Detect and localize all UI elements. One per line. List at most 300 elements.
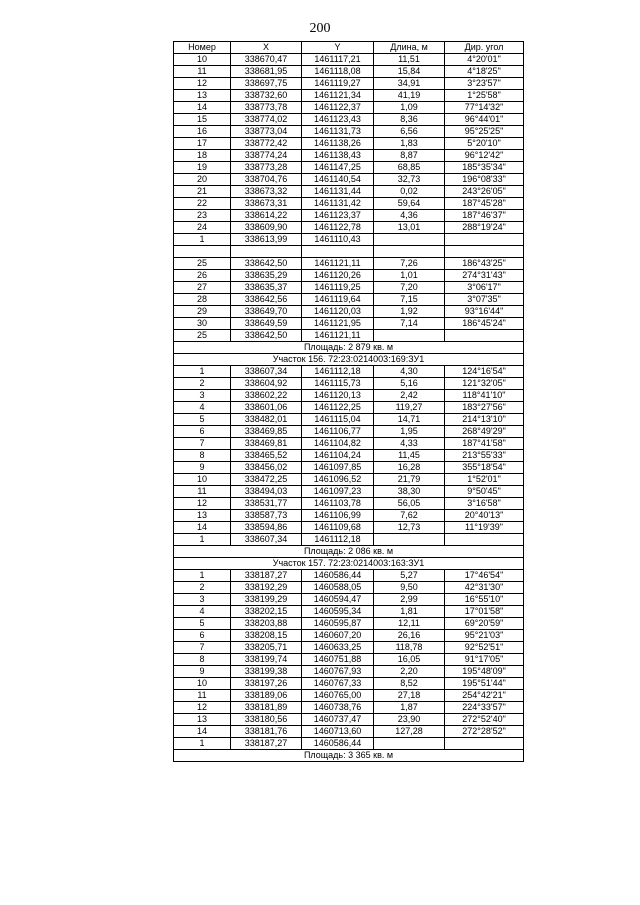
table-row: [174, 486, 524, 498]
cell-number: 12: [174, 78, 231, 90]
cell-number: 3: [174, 594, 231, 606]
cell-y: 1461115,04: [302, 414, 374, 426]
cell-y: 1461123,43: [302, 114, 374, 126]
cell-direction-angle: 17°46'54": [445, 570, 524, 582]
cell-direction-angle: 272°28'52": [445, 726, 524, 738]
table-row: [174, 474, 524, 486]
cell-y: 1461106,99: [302, 510, 374, 522]
cell-x: 338609,90: [231, 222, 302, 234]
cell-length: 14,71: [374, 414, 445, 426]
cell-direction-angle: 196°08'33": [445, 174, 524, 186]
cell-number: 11: [174, 486, 231, 498]
table-row: [174, 594, 524, 606]
header-x: X: [231, 42, 302, 54]
cell-number: 16: [174, 126, 231, 138]
table-row: [174, 282, 524, 294]
cell-x: 338642,56: [231, 294, 302, 306]
cell-number: 4: [174, 402, 231, 414]
table-body: [174, 54, 524, 762]
cell-y: 1461122,78: [302, 222, 374, 234]
cell-direction-angle: 96°12'42": [445, 150, 524, 162]
cell-direction-angle: 9°50'45": [445, 486, 524, 498]
cell-y: 1461147,25: [302, 162, 374, 174]
cell-y: 1461117,21: [302, 54, 374, 66]
cell-x: 338635,37: [231, 282, 302, 294]
cell-y: 1461119,25: [302, 282, 374, 294]
cell-y: 1461110,43: [302, 234, 374, 246]
header-number: Номер: [174, 42, 231, 54]
cell-x: 338208,15: [231, 630, 302, 642]
cell-y: 1461140,54: [302, 174, 374, 186]
cell-x: 338614,22: [231, 210, 302, 222]
header-direction-angle: Дир. угол: [445, 42, 524, 54]
cell-number: 21: [174, 186, 231, 198]
cell-number: 30: [174, 318, 231, 330]
cell-y: 1461096,52: [302, 474, 374, 486]
cell-length: 68,85: [374, 162, 445, 174]
cell-length: 1,92: [374, 306, 445, 318]
cell-direction-angle: 4°18'25": [445, 66, 524, 78]
cell-length: [374, 246, 445, 258]
cell-length: 16,28: [374, 462, 445, 474]
table-row: [174, 330, 524, 342]
cell-direction-angle: 272°52'40": [445, 714, 524, 726]
cell-length: 56,05: [374, 498, 445, 510]
cell-x: 338192,29: [231, 582, 302, 594]
cell-x: 338187,27: [231, 738, 302, 750]
area-text: Площадь: 2 879 кв. м: [174, 342, 524, 354]
cell-length: 8,87: [374, 150, 445, 162]
cell-length: 12,73: [374, 522, 445, 534]
cell-length: 5,16: [374, 378, 445, 390]
table-row: [174, 390, 524, 402]
section-title: Участок 157. 72:23:0214003:163:ЗУ1: [174, 558, 524, 570]
cell-length: 59,64: [374, 198, 445, 210]
cell-x: 338732,60: [231, 90, 302, 102]
cell-y: 1460633,25: [302, 642, 374, 654]
table-row: [174, 702, 524, 714]
cell-length: 2,42: [374, 390, 445, 402]
cell-number: 5: [174, 414, 231, 426]
table-row: [174, 666, 524, 678]
cell-number: 11: [174, 66, 231, 78]
cell-direction-angle: 274°31'43": [445, 270, 524, 282]
cell-direction-angle: 11°19'39": [445, 522, 524, 534]
cell-x: 338607,34: [231, 534, 302, 546]
cell-x: 338465,52: [231, 450, 302, 462]
cell-length: 1,95: [374, 426, 445, 438]
table-row: [174, 222, 524, 234]
cell-direction-angle: [445, 330, 524, 342]
cell-length: 7,20: [374, 282, 445, 294]
cell-x: 338469,85: [231, 426, 302, 438]
table-row: [174, 510, 524, 522]
cell-x: 338189,06: [231, 690, 302, 702]
cell-y: 1461104,82: [302, 438, 374, 450]
table-row: [174, 426, 524, 438]
cell-y: 1461112,18: [302, 366, 374, 378]
cell-x: [231, 246, 302, 258]
cell-number: 9: [174, 462, 231, 474]
table-row: [174, 402, 524, 414]
cell-length: 11,45: [374, 450, 445, 462]
cell-y: 1461118,08: [302, 66, 374, 78]
cell-y: 1461109,68: [302, 522, 374, 534]
table-row: [174, 294, 524, 306]
cell-x: 338642,50: [231, 330, 302, 342]
area-row: [174, 342, 524, 354]
table-row: [174, 570, 524, 582]
cell-x: 338472,25: [231, 474, 302, 486]
cell-x: 338181,76: [231, 726, 302, 738]
cell-length: 9,50: [374, 582, 445, 594]
cell-length: 4,33: [374, 438, 445, 450]
cell-direction-angle: 224°33'57": [445, 702, 524, 714]
cell-number: 12: [174, 702, 231, 714]
cell-x: 338602,22: [231, 390, 302, 402]
cell-number: 10: [174, 54, 231, 66]
cell-direction-angle: 1°52'01": [445, 474, 524, 486]
table-row: [174, 450, 524, 462]
cell-y: 1461112,18: [302, 534, 374, 546]
cell-y: 1461119,64: [302, 294, 374, 306]
section-row: [174, 354, 524, 366]
cell-length: 15,84: [374, 66, 445, 78]
cell-y: 1460586,44: [302, 738, 374, 750]
cell-length: 7,14: [374, 318, 445, 330]
cell-y: 1461097,23: [302, 486, 374, 498]
cell-y: 1460586,44: [302, 570, 374, 582]
cell-direction-angle: 243°26'05": [445, 186, 524, 198]
table-row: [174, 150, 524, 162]
cell-length: 4,30: [374, 366, 445, 378]
cell-length: 0,02: [374, 186, 445, 198]
cell-length: 27,18: [374, 690, 445, 702]
cell-y: 1461122,37: [302, 102, 374, 114]
cell-y: 1461120,26: [302, 270, 374, 282]
cell-direction-angle: [445, 246, 524, 258]
cell-x: 338199,29: [231, 594, 302, 606]
cell-number: 13: [174, 90, 231, 102]
cell-y: 1460594,47: [302, 594, 374, 606]
cell-direction-angle: 93°16'44": [445, 306, 524, 318]
cell-direction-angle: 4°20'01": [445, 54, 524, 66]
cell-direction-angle: 186°45'24": [445, 318, 524, 330]
cell-y: 1460607,20: [302, 630, 374, 642]
cell-number: 3: [174, 390, 231, 402]
cell-direction-angle: 17°01'58": [445, 606, 524, 618]
cell-direction-angle: 42°31'30": [445, 582, 524, 594]
table-row: [174, 270, 524, 282]
cell-x: 338601,06: [231, 402, 302, 414]
cell-number: 28: [174, 294, 231, 306]
header-y: Y: [302, 42, 374, 54]
cell-y: 1461123,37: [302, 210, 374, 222]
table-row: [174, 318, 524, 330]
cell-direction-angle: [445, 738, 524, 750]
cell-x: 338673,32: [231, 186, 302, 198]
cell-length: 12,11: [374, 618, 445, 630]
cell-y: 1461120,03: [302, 306, 374, 318]
cell-x: 338773,04: [231, 126, 302, 138]
area-text: Площадь: 3 365 кв. м: [174, 750, 524, 762]
cell-direction-angle: 95°21'03": [445, 630, 524, 642]
table-row: [174, 378, 524, 390]
table-row: [174, 66, 524, 78]
cell-number: 14: [174, 102, 231, 114]
cell-x: 338673,31: [231, 198, 302, 210]
cell-length: [374, 534, 445, 546]
table-row: [174, 90, 524, 102]
table-row: [174, 114, 524, 126]
cell-length: 13,01: [374, 222, 445, 234]
cell-y: 1461138,43: [302, 150, 374, 162]
cell-length: 8,52: [374, 678, 445, 690]
table-row: [174, 654, 524, 666]
cell-number: 1: [174, 366, 231, 378]
cell-y: 1461120,13: [302, 390, 374, 402]
table-row: [174, 714, 524, 726]
cell-number: 18: [174, 150, 231, 162]
area-row: [174, 546, 524, 558]
table-row: [174, 138, 524, 150]
cell-y: 1461106,77: [302, 426, 374, 438]
table-row: [174, 234, 524, 246]
cell-number: 7: [174, 438, 231, 450]
page-number: 200: [309, 21, 331, 36]
cell-length: 2,99: [374, 594, 445, 606]
cell-direction-angle: 187°46'37": [445, 210, 524, 222]
cell-x: 338681,95: [231, 66, 302, 78]
table-row: [174, 738, 524, 750]
cell-x: 338773,28: [231, 162, 302, 174]
cell-x: 338531,77: [231, 498, 302, 510]
cell-x: 338613,99: [231, 234, 302, 246]
cell-direction-angle: 213°55'33": [445, 450, 524, 462]
cell-length: 16,05: [374, 654, 445, 666]
cell-direction-angle: 254°42'21": [445, 690, 524, 702]
cell-number: 10: [174, 678, 231, 690]
cell-number: 4: [174, 606, 231, 618]
cell-length: [374, 738, 445, 750]
cell-x: 338482,01: [231, 414, 302, 426]
cell-x: 338635,29: [231, 270, 302, 282]
area-row: [174, 750, 524, 762]
cell-number: 11: [174, 690, 231, 702]
cell-x: 338469,81: [231, 438, 302, 450]
table-row: [174, 438, 524, 450]
table-row: [174, 606, 524, 618]
cell-number: 23: [174, 210, 231, 222]
cell-direction-angle: 214°13'10": [445, 414, 524, 426]
table-row: [174, 186, 524, 198]
table-row: [174, 642, 524, 654]
cell-number: 1: [174, 534, 231, 546]
cell-x: 338774,24: [231, 150, 302, 162]
cell-x: 338181,89: [231, 702, 302, 714]
cell-y: 1461131,44: [302, 186, 374, 198]
section-row: [174, 558, 524, 570]
cell-x: 338199,74: [231, 654, 302, 666]
cell-y: [302, 246, 374, 258]
cell-length: 8,36: [374, 114, 445, 126]
cell-length: 7,26: [374, 258, 445, 270]
cell-number: 25: [174, 330, 231, 342]
cell-x: 338205,71: [231, 642, 302, 654]
cell-number: 10: [174, 474, 231, 486]
cell-y: 1461103,78: [302, 498, 374, 510]
cell-length: 1,01: [374, 270, 445, 282]
table-row: [174, 126, 524, 138]
cell-length: 1,83: [374, 138, 445, 150]
cell-x: 338594,86: [231, 522, 302, 534]
cell-length: [374, 234, 445, 246]
cell-number: 2: [174, 378, 231, 390]
table-row: [174, 174, 524, 186]
cell-direction-angle: 1°25'58": [445, 90, 524, 102]
cell-number: 5: [174, 618, 231, 630]
cell-direction-angle: 77°14'32": [445, 102, 524, 114]
cell-direction-angle: 185°35'34": [445, 162, 524, 174]
cell-x: 338456,02: [231, 462, 302, 474]
cell-x: 338772,42: [231, 138, 302, 150]
cell-y: 1460595,34: [302, 606, 374, 618]
cell-direction-angle: [445, 234, 524, 246]
cell-number: 8: [174, 450, 231, 462]
cell-number: 24: [174, 222, 231, 234]
cell-x: 338187,27: [231, 570, 302, 582]
cell-y: 1461121,34: [302, 90, 374, 102]
cell-x: 338773,78: [231, 102, 302, 114]
table-row: [174, 258, 524, 270]
table-row: [174, 582, 524, 594]
cell-y: 1460738,76: [302, 702, 374, 714]
cell-x: 338180,56: [231, 714, 302, 726]
cell-number: 8: [174, 654, 231, 666]
cell-length: 32,73: [374, 174, 445, 186]
cell-x: 338203,88: [231, 618, 302, 630]
cell-number: [174, 246, 231, 258]
cell-direction-angle: 20°40'13": [445, 510, 524, 522]
cell-x: 338604,92: [231, 378, 302, 390]
cell-y: 1461131,42: [302, 198, 374, 210]
cell-direction-angle: 95°25'25": [445, 126, 524, 138]
cell-length: 1,87: [374, 702, 445, 714]
cell-y: 1460588,05: [302, 582, 374, 594]
cell-x: 338607,34: [231, 366, 302, 378]
cell-number: 7: [174, 642, 231, 654]
cell-length: 6,56: [374, 126, 445, 138]
cell-direction-angle: 355°18'54": [445, 462, 524, 474]
table-row: [174, 726, 524, 738]
table-row: [174, 78, 524, 90]
cell-direction-angle: 121°32'05": [445, 378, 524, 390]
table-row: [174, 102, 524, 114]
cell-number: 1: [174, 234, 231, 246]
cell-direction-angle: 183°27'56": [445, 402, 524, 414]
cell-number: 20: [174, 174, 231, 186]
table-row: [174, 54, 524, 66]
cell-y: 1460765,00: [302, 690, 374, 702]
table-row: [174, 618, 524, 630]
cell-length: 127,28: [374, 726, 445, 738]
cell-direction-angle: 268°49'29": [445, 426, 524, 438]
cell-x: 338649,70: [231, 306, 302, 318]
table-row: [174, 414, 524, 426]
cell-y: 1460767,93: [302, 666, 374, 678]
header-length: Длина, м: [374, 42, 445, 54]
table-row: [174, 210, 524, 222]
table-row: [174, 366, 524, 378]
cell-x: 338774,02: [231, 114, 302, 126]
cell-number: 12: [174, 498, 231, 510]
cell-number: 9: [174, 666, 231, 678]
cell-direction-angle: 96°44'01": [445, 114, 524, 126]
cell-number: 15: [174, 114, 231, 126]
cell-number: 6: [174, 630, 231, 642]
cell-number: 2: [174, 582, 231, 594]
table-row: [174, 306, 524, 318]
cell-x: 338670,47: [231, 54, 302, 66]
cell-direction-angle: 186°43'25": [445, 258, 524, 270]
area-text: Площадь: 2 086 кв. м: [174, 546, 524, 558]
cell-number: 25: [174, 258, 231, 270]
table-header-row: [174, 42, 524, 54]
cell-number: 26: [174, 270, 231, 282]
cell-x: 338642,50: [231, 258, 302, 270]
table-row: [174, 534, 524, 546]
cell-number: 6: [174, 426, 231, 438]
cell-x: 338202,15: [231, 606, 302, 618]
cell-number: 14: [174, 522, 231, 534]
cell-length: 4,36: [374, 210, 445, 222]
cell-direction-angle: 187°41'58": [445, 438, 524, 450]
table-row: [174, 246, 524, 258]
cell-length: 26,16: [374, 630, 445, 642]
cell-direction-angle: 3°06'17": [445, 282, 524, 294]
cell-number: 19: [174, 162, 231, 174]
cell-direction-angle: 5°20'10": [445, 138, 524, 150]
table-row: [174, 690, 524, 702]
cell-x: 338197,26: [231, 678, 302, 690]
cell-length: 118,78: [374, 642, 445, 654]
cell-y: 1460767,33: [302, 678, 374, 690]
cell-number: 29: [174, 306, 231, 318]
cell-y: 1461121,11: [302, 258, 374, 270]
cell-y: 1461122,25: [302, 402, 374, 414]
cell-length: [374, 330, 445, 342]
cell-number: 13: [174, 510, 231, 522]
cell-length: 1,09: [374, 102, 445, 114]
coordinates-table: [173, 41, 524, 762]
cell-y: 1461121,11: [302, 330, 374, 342]
table-row: [174, 198, 524, 210]
cell-direction-angle: 69°20'59": [445, 618, 524, 630]
cell-direction-angle: 195°48'09": [445, 666, 524, 678]
table-row: [174, 462, 524, 474]
cell-number: 14: [174, 726, 231, 738]
cell-direction-angle: 92°52'51": [445, 642, 524, 654]
cell-number: 27: [174, 282, 231, 294]
cell-y: 1461104,24: [302, 450, 374, 462]
cell-y: 1461119,27: [302, 78, 374, 90]
cell-y: 1461115,73: [302, 378, 374, 390]
table-row: [174, 522, 524, 534]
section-title: Участок 156. 72:23:0214003:169:ЗУ1: [174, 354, 524, 366]
cell-y: 1461097,85: [302, 462, 374, 474]
cell-number: 1: [174, 738, 231, 750]
cell-number: 17: [174, 138, 231, 150]
